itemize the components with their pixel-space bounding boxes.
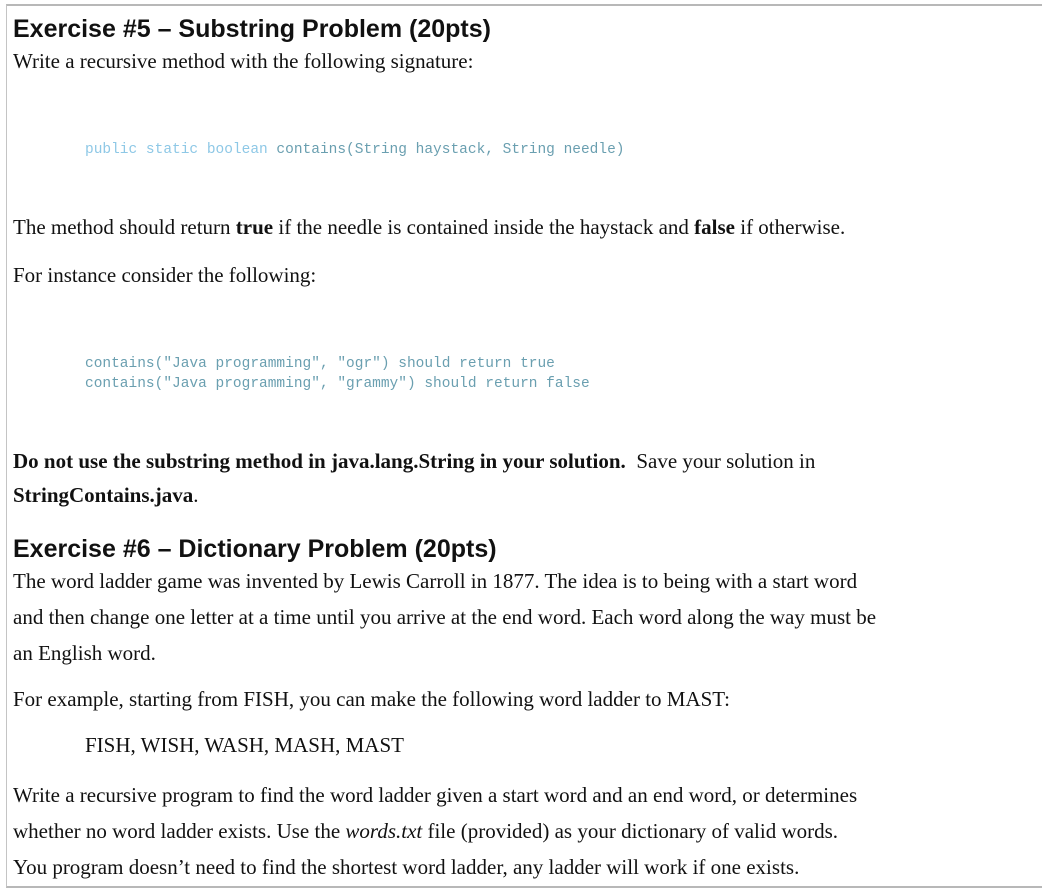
example-line-2: contains("Java programming", "grammy") should return false (85, 376, 590, 392)
exercise-5-note (13, 444, 1023, 512)
document-page (6, 4, 1042, 888)
word-ladder-example: FISH, WISH, WASH, MASH, MAST (85, 733, 404, 757)
exercise-6-para-2-line-1: Write a recursive program to find the word ladder given a start word and an end word, or determines (13, 783, 858, 807)
exercise-6-para-2-line-3: You program doesn’t need to find the shortest word ladder, any ladder will work if one exists. (13, 855, 800, 879)
return-description (13, 210, 845, 244)
signature-keywords: public static boolean (85, 142, 268, 158)
exercise-6-para-1-line-2: and then change one letter at a time until you arrive at the end word. Each word along the way must be (13, 605, 877, 629)
exercise-6-para-1-line-3: an English word. (13, 641, 156, 665)
exercise-6-heading: Exercise #6 – Dictionary Problem (20pts) (13, 535, 497, 563)
exercise-6-para-1-line-1: The word ladder game was invented by Lewis Carroll in 1877. The idea is to being with a start word (13, 569, 858, 593)
true-keyword: true (235, 215, 274, 239)
signature-rest: contains(String haystack, String needle) (267, 142, 625, 158)
return-text-2: if the needle is contained inside the haystack and (273, 215, 695, 239)
return-text-1: The method should return (13, 215, 236, 239)
exercise-5-intro: Write a recursive method with the following signature: (13, 49, 474, 73)
para-2-text-a: whether no word ladder exists. Use the (13, 819, 346, 843)
exercise-5-heading: Exercise #5 – Substring Problem (20pts) (13, 15, 491, 43)
return-text-3: if otherwise. (734, 215, 846, 239)
example-line-1: contains("Java programming", "ogr") should return true (85, 356, 555, 372)
para-2-text-b: file (provided) as your dictionary of valid words. (422, 819, 839, 843)
exercise-5-example-intro: For instance consider the following: (13, 263, 317, 287)
exercise-6-para-2-line-2 (13, 814, 838, 848)
solution-filename: StringContains.java (13, 483, 194, 507)
note-period: . (193, 483, 199, 507)
false-keyword: false (694, 215, 735, 239)
note-bold-instruction: Do not use the substring method in java.lang.String in your solution. (13, 449, 626, 473)
exercise-6-example-intro: For example, starting from FISH, you can make the following word ladder to MAST: (13, 687, 730, 711)
note-text: Save your solution in (625, 449, 821, 473)
words-file-name: words.txt (345, 819, 423, 843)
method-signature (13, 140, 625, 160)
